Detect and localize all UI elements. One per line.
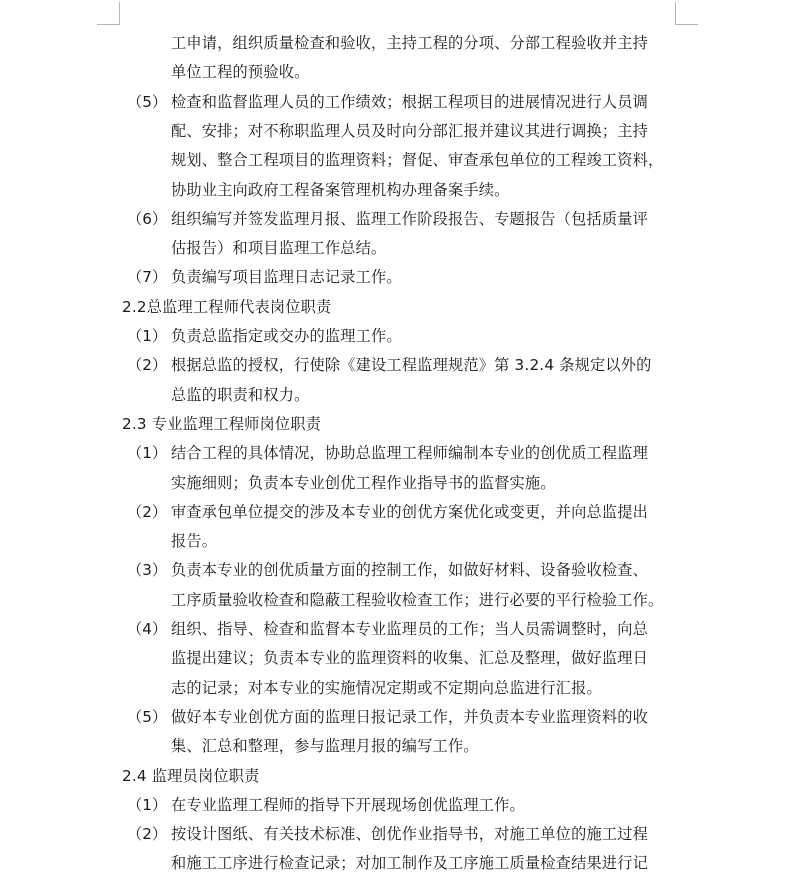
list-item-number: （6） <box>127 210 168 228</box>
list-item-number: （7） <box>127 268 168 286</box>
paragraph-line: 规划、整合工程项目的监理资料；督促、审查承包单位的工程竣工资料， <box>171 151 664 169</box>
paragraph-line: 配、安排；对不称职监理人员及时向分部汇报并建议其进行调换；主持 <box>171 122 649 140</box>
paragraph-line: 组织、指导、检查和监督本专业监理员的工作；当人员需调整时，向总 <box>171 620 649 638</box>
paragraph-line: 协助业主向政府工程备案管理机构办理备案手续。 <box>171 181 510 199</box>
paragraph-line: 负责本专业的创优质量方面的控制工作，如做好材料、设备验收检查、 <box>171 561 649 579</box>
paragraph-line: 负责总监指定或交办的监理工作。 <box>171 327 402 345</box>
list-item-number: （1） <box>127 444 168 462</box>
paragraph-line: 志的记录；对本专业的实施情况定期或不定期向总监进行汇报。 <box>171 679 602 697</box>
paragraph-line: 估报告）和项目监理工作总结。 <box>171 239 387 257</box>
section-heading: 2.4 监理员岗位职责 <box>122 767 260 785</box>
paragraph-line: 集、汇总和整理，参与监理月报的编写工作。 <box>171 737 479 755</box>
paragraph-line: 工序质量验收检查和隐蔽工程验收检查工作；进行必要的平行检验工作。 <box>171 591 664 609</box>
list-item-number: （5） <box>127 708 168 726</box>
page-corner-mark-top-right <box>675 2 698 25</box>
paragraph-line: 检查和监督监理人员的工作绩效；根据工程项目的进展情况进行人员调 <box>171 93 649 111</box>
paragraph-line: 结合工程的具体情况，协助总监理工程师编制本专业的创优质工程监理 <box>171 444 649 462</box>
section-heading: 2.2总监理工程师代表岗位职责 <box>122 298 332 316</box>
page-corner-mark-top-left <box>97 2 120 25</box>
list-item-number: （3） <box>127 561 168 579</box>
list-item-number: （1） <box>127 796 168 814</box>
paragraph-line: 监提出建议；负责本专业的监理资料的收集、汇总及整理，做好监理日 <box>171 649 649 667</box>
list-item-number: （5） <box>127 93 168 111</box>
paragraph-line: 报告。 <box>171 532 218 550</box>
paragraph-line: 做好本专业创优方面的监理日报记录工作，并负责本专业监理资料的收 <box>171 708 649 726</box>
list-item-number: （2） <box>127 503 168 521</box>
list-item-number: （4） <box>127 620 168 638</box>
paragraph-line: 总监的职责和权力。 <box>171 386 310 404</box>
paragraph-line: 在专业监理工程师的指导下开展现场创优监理工作。 <box>171 796 525 814</box>
list-item-number: （2） <box>127 356 168 374</box>
paragraph-line: 和施工工序进行检查记录；对加工制作及工序施工质量检查结果进行记 <box>171 854 649 872</box>
section-heading: 2.3 专业监理工程师岗位职责 <box>122 415 322 433</box>
list-item-number: （1） <box>127 327 168 345</box>
paragraph-line: 组织编写并签发监理月报、监理工作阶段报告、专题报告（包括质量评 <box>171 210 649 228</box>
paragraph-line: 审查承包单位提交的涉及本专业的创优方案优化或变更，并向总监提出 <box>171 503 649 521</box>
list-item-number: （2） <box>127 825 168 843</box>
paragraph-line: 按设计图纸、有关技术标准、创优作业指导书，对施工单位的施工过程 <box>171 825 649 843</box>
paragraph-line: 负责编写项目监理日志记录工作。 <box>171 268 402 286</box>
paragraph-line: 根据总监的授权，行使除《建设工程监理规范》第 3.2.4 条规定以外的 <box>171 356 652 374</box>
paragraph-line: 实施细则；负责本专业创优工程作业指导书的监督实施。 <box>171 474 556 492</box>
paragraph-line: 工申请，组织质量检查和验收，主持工程的分项、分部工程验收并主持 <box>171 34 649 52</box>
paragraph-line: 单位工程的预验收。 <box>171 63 310 81</box>
